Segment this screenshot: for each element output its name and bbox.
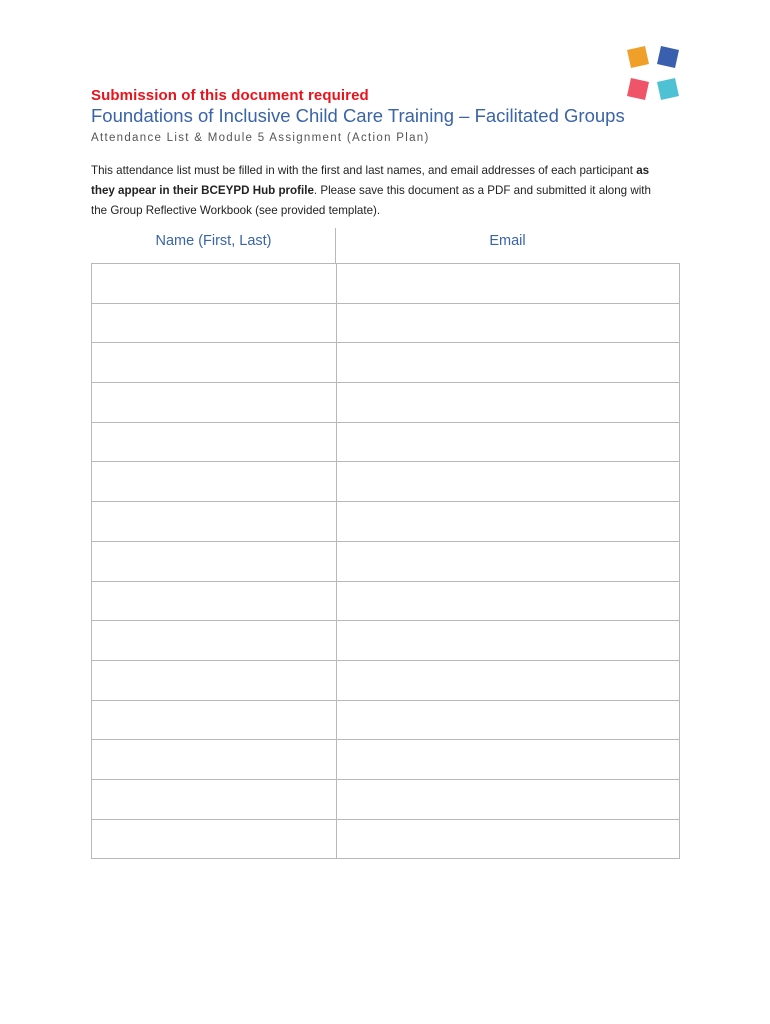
- name-cell[interactable]: [92, 303, 337, 343]
- email-cell[interactable]: [337, 779, 680, 819]
- name-cell[interactable]: [92, 740, 337, 780]
- name-cell[interactable]: [92, 621, 337, 661]
- table-row: [92, 462, 680, 502]
- name-cell[interactable]: [92, 700, 337, 740]
- email-cell[interactable]: [337, 383, 680, 423]
- name-cell[interactable]: [92, 343, 337, 383]
- email-cell[interactable]: [337, 541, 680, 581]
- name-cell[interactable]: [92, 819, 337, 859]
- email-cell[interactable]: [337, 700, 680, 740]
- table-row: [92, 422, 680, 462]
- table-row: [92, 740, 680, 780]
- table-row: [92, 502, 680, 542]
- table-row: [92, 383, 680, 423]
- document-subtitle: Attendance List & Module 5 Assignment (Action Plan): [91, 132, 430, 144]
- table-row: [92, 819, 680, 859]
- table-row: [92, 303, 680, 343]
- table-row: [92, 779, 680, 819]
- name-cell[interactable]: [92, 660, 337, 700]
- attendance-table: [91, 263, 680, 859]
- name-cell[interactable]: [92, 541, 337, 581]
- table-row: [92, 700, 680, 740]
- email-cell[interactable]: [337, 502, 680, 542]
- name-cell[interactable]: [92, 422, 337, 462]
- column-header-name: Name (First, Last): [155, 233, 272, 249]
- column-header-email: Email: [489, 233, 526, 249]
- table-row: [92, 581, 680, 621]
- name-cell[interactable]: [92, 581, 337, 621]
- submission-notice: Submission of this document required: [91, 87, 369, 104]
- instructions-text-2: . Please save this document as a PDF and submitted it along with the Group Reflective Workbook (see provided template).: [91, 184, 651, 217]
- email-cell[interactable]: [337, 581, 680, 621]
- document-title: Foundations of Inclusive Child Care Training – Facilitated Groups: [91, 105, 625, 126]
- email-cell[interactable]: [337, 462, 680, 502]
- name-cell[interactable]: [92, 779, 337, 819]
- instructions-bold-text: as they appear in their BCEYPD Hub profile: [91, 164, 650, 197]
- email-cell[interactable]: [337, 621, 680, 661]
- email-cell[interactable]: [337, 660, 680, 700]
- table-row: [92, 264, 680, 304]
- email-cell[interactable]: [337, 422, 680, 462]
- email-cell[interactable]: [337, 819, 680, 859]
- table-row: [92, 621, 680, 661]
- name-cell[interactable]: [92, 502, 337, 542]
- email-cell[interactable]: [337, 264, 680, 304]
- instructions-paragraph: [91, 161, 651, 221]
- name-cell[interactable]: [92, 264, 337, 304]
- name-cell[interactable]: [92, 462, 337, 502]
- email-cell[interactable]: [337, 740, 680, 780]
- email-cell[interactable]: [337, 343, 680, 383]
- table-row: [92, 541, 680, 581]
- bceypd-logo-icon: [627, 46, 679, 100]
- logo-petal-teal: [657, 78, 679, 100]
- table-row: [92, 343, 680, 383]
- email-cell[interactable]: [337, 303, 680, 343]
- attendance-table-body: [92, 264, 680, 859]
- logo-petal-orange: [627, 46, 649, 68]
- table-row: [92, 660, 680, 700]
- instructions-text-1: This attendance list must be filled in with the first and last names, and email addresses of each participant: [91, 164, 637, 177]
- logo-petal-blue: [657, 46, 679, 68]
- name-cell[interactable]: [92, 383, 337, 423]
- logo-petal-red: [627, 78, 649, 100]
